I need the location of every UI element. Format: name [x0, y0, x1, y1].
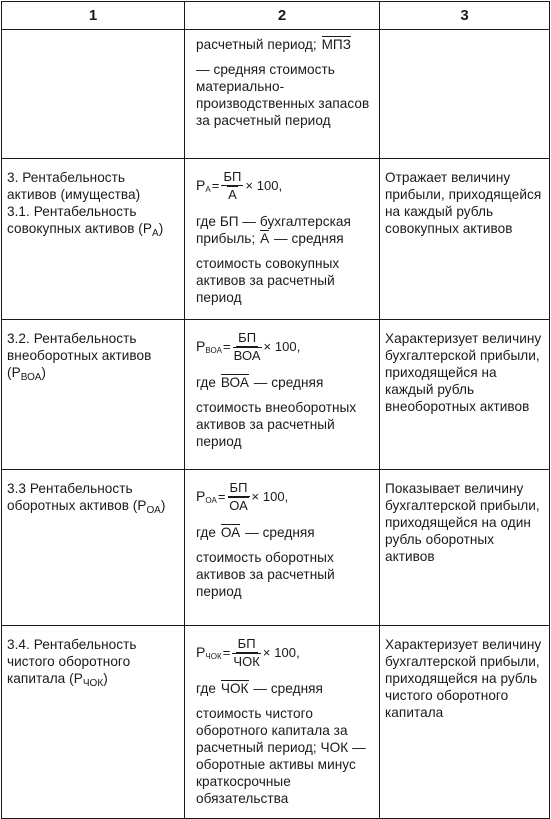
row3-def: стоимость оборотных активов за расчетный период — [196, 550, 335, 599]
formula-subscript: ОА — [205, 495, 217, 505]
row0-definition: — средняя стоимость материально-производственных запасов за расчетный период — [196, 62, 370, 128]
row2-col3: Характеризует величину бухгалтерской прибыли, приходящейся на каждый рубль внеоборотных активов — [380, 320, 550, 470]
formula-denominator: А — [228, 186, 237, 202]
formula-subscript: ВОА — [205, 345, 222, 355]
row1-col2 — [185, 159, 380, 320]
row3-symbol: ОА — [220, 525, 241, 540]
formula-symbol: Р — [196, 487, 206, 504]
formula-subscript: А — [205, 184, 211, 194]
row4-def: стоимость чистого оборотного капитала за расчетный период; ЧОК — оборотные активы минус краткосрочные обязательства — [196, 706, 366, 806]
row1-formula: Р А = $\frac{БП}{А}$ × 100, — [196, 168, 283, 202]
row2-def: стоимость внеоборотных активов за расчетный период — [196, 400, 357, 449]
formula-numerator: БП — [238, 329, 257, 345]
formula-denominator: ВОА — [233, 347, 261, 363]
formula-denominator: ОА — [229, 497, 248, 513]
row3-after: — средняя — [245, 525, 315, 540]
table-row — [2, 159, 550, 320]
row1-title: 3. Рентабельность активов (имущества) — [7, 170, 141, 202]
row4-symbol: ЧОК — [220, 681, 249, 696]
row1-subscript: А — [152, 228, 159, 239]
row1-col3: Отражает величину прибыли, приходящейся на каждый рубль совокупных активов — [380, 159, 550, 320]
row2-subscript: ВОА — [20, 372, 42, 383]
row0-text: расчетный период; — [196, 37, 317, 52]
row1-symbol: А — [260, 231, 270, 246]
header-col-1: 1 — [2, 2, 185, 30]
formula-tail: × 100, — [262, 644, 300, 660]
row3-title: 3.3 Рентабельность оборотных активов (Р — [7, 481, 147, 513]
header-col-2: 2 — [185, 2, 380, 30]
row2-symbol: ВОА — [220, 375, 249, 390]
formula-tail: × 100, — [245, 177, 283, 193]
row3-subscript: ОА — [146, 505, 161, 516]
row1-def1b: — средняя — [274, 231, 344, 246]
table-row — [2, 30, 550, 159]
row1-subtitle: 3.1. Рентабельность совокупных активов (Р — [7, 204, 152, 236]
row2-col2 — [185, 320, 380, 470]
profitability-table — [1, 1, 550, 819]
mpz-symbol: МПЗ — [321, 37, 352, 52]
row0-col3 — [380, 30, 550, 159]
row4-title: 3.4. Рентабельность чистого оборотного капитала (Р — [7, 637, 137, 686]
row2-col1: 3.2. Рентабельность внеоборотных активов $(Р_{ВОА})$ — [2, 320, 185, 470]
row4-col3: Характеризует величину бухгалтерской прибыли, приходящейся на рубль чистого оборотного капитала — [380, 626, 550, 819]
row4-formula: Р ЧОК = $\frac{БП}{\text{ЧОК}}$ × 100, — [196, 635, 300, 669]
row0-col1 — [2, 30, 185, 159]
formula-symbol: Р — [196, 337, 206, 354]
formula-numerator: БП — [223, 168, 242, 184]
formula-numerator: БП — [237, 635, 256, 651]
formula-tail: × 100, — [251, 488, 289, 504]
formula-numerator: БП — [229, 479, 248, 495]
row3-where: где — [196, 525, 216, 540]
row3-col1: 3.3 Рентабельность оборотных активов $(Р_{ОА})$ — [2, 470, 185, 626]
row1-col1: 3. Рентабельность активов (имущества) 3.1. Рентабельность совокупных активов $(Р_А)$ — [2, 159, 185, 320]
formula-fraction — [228, 480, 250, 513]
row4-col1: 3.4. Рентабельность чистого оборотного капитала $(Р_{ЧОК})$ — [2, 626, 185, 819]
row4-where: где — [196, 681, 216, 696]
table-row — [2, 626, 550, 819]
formula-symbol: Р — [196, 176, 206, 193]
formula-tail: × 100, — [263, 338, 301, 354]
row4-col2 — [185, 626, 380, 819]
formula-fraction — [221, 169, 243, 202]
row3-col3: Показывает величину бухгалтерской прибыли, приходящейся на один рубль оборотных активов — [380, 470, 550, 626]
formula-subscript: ЧОК — [205, 651, 222, 661]
formula-denominator: ЧОК — [233, 653, 260, 669]
row4-subscript: ЧОК — [82, 678, 104, 689]
row1-def1: где БП — бухгалтерская прибыль; — [196, 214, 351, 246]
formula-symbol: Р — [196, 643, 206, 660]
formula-fraction — [232, 636, 261, 669]
row1-def2: стоимость совокупных активов за расчетный период — [196, 256, 340, 305]
row0-col2 — [185, 30, 380, 159]
row4-after: — средняя — [253, 681, 323, 696]
header-col-3: 3 — [380, 2, 550, 30]
row2-title: 3.2. Рентабельность внеоборотных активов (Р — [7, 331, 152, 380]
row3-col2 — [185, 470, 380, 626]
row2-where: где — [196, 375, 216, 390]
header-row — [2, 2, 550, 30]
row2-after: — средняя — [253, 375, 324, 390]
row3-formula: Р ОА = $\frac{БП}{ОА}$ × 100, — [196, 479, 289, 513]
table-row — [2, 320, 550, 470]
table-row — [2, 470, 550, 626]
row2-formula: Р ВОА = $\frac{БП}{\text{ВОА}}$ × 100, — [196, 329, 301, 363]
formula-fraction — [233, 330, 262, 363]
